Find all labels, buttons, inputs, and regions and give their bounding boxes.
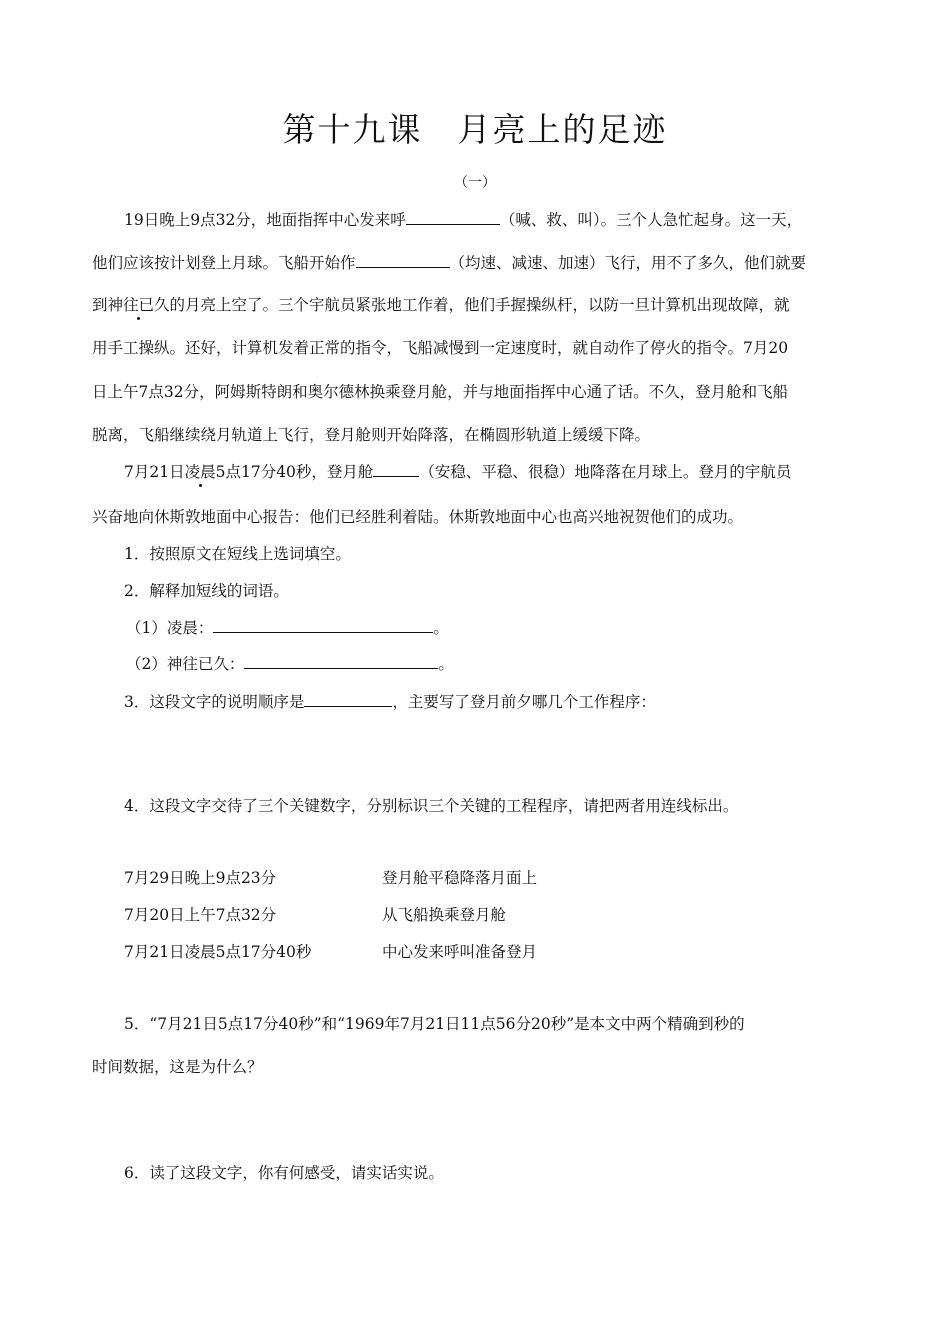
passage-text: 19日晚上9点32分，地面指挥中心发来呼 xyxy=(124,211,406,229)
question-2: 2．解释加短线的词语。 xyxy=(124,582,289,600)
passage-text: 的月亮上空了。三个宇航员紧张地工作着，他们手握操纵杆，以防一旦计算机出现故障，就 xyxy=(169,296,790,314)
answer-blank-order[interactable] xyxy=(304,692,392,707)
match-right-1[interactable]: 登月舱平稳降落月面上 xyxy=(382,869,538,887)
passage-text: （均速、减速、加速）飞行，用不了多久，他们就要 xyxy=(449,254,807,272)
question-2-item-2 xyxy=(126,652,454,674)
passage-text: （安稳、平稳、很稳）地降落在月球上。登月的宇航员 xyxy=(419,463,792,481)
question-3 xyxy=(124,690,656,712)
match-right-2[interactable]: 从飞船换乘登月舱 xyxy=(382,906,507,924)
passage-text: （喊、救、叫）。三个人急忙起身。这一天， xyxy=(499,211,803,229)
question-5: 5．“7月21日5点17分40秒”和“1969年7月21日11点56分20秒”是本文中两个精确到秒的 xyxy=(124,1015,745,1033)
punct: 。 xyxy=(433,619,449,637)
question-text: ，主要写了登月前夕哪几个工作程序： xyxy=(392,693,656,711)
passage-text: 5点17分40秒，登月舱 xyxy=(215,463,374,481)
passage-line: 兴奋地向休斯敦地面中心报告：他们已经胜利着陆。休斯敦地面中心也高兴地祝贺他们的成功。 xyxy=(92,508,744,526)
answer-blank-shenwang[interactable] xyxy=(244,654,438,669)
passage-line: 日上午7点32分，阿姆斯特朗和奥尔德林换乘登月舱，并与地面指挥中心通了话。不久，登月舱和飞船 xyxy=(92,383,789,401)
passage-text: 他们应该按计划登上月球。飞船开始作 xyxy=(92,254,356,272)
passage-line xyxy=(124,208,802,230)
question-text: 3．这段文字的说明顺序是 xyxy=(124,693,305,711)
match-left-1[interactable]: 7月29日晚上9点23分 xyxy=(124,869,277,887)
passage-line xyxy=(92,251,806,273)
punct: 。 xyxy=(438,655,454,673)
question-4: 4．这段文字交待了三个关键数字，分别标识三个关键的工程程序，请把两者用连线标出。 xyxy=(124,797,739,815)
term-label: （2）神往已久： xyxy=(126,655,245,673)
fill-blank-2[interactable] xyxy=(356,253,450,268)
page-title: 第十九课 月亮上的足迹 xyxy=(282,110,668,149)
passage-line xyxy=(124,460,791,482)
question-5-cont: 时间数据，这是为什么？ xyxy=(92,1058,263,1076)
question-1: 1．按照原文在短线上选词填空。 xyxy=(124,545,351,563)
match-right-3[interactable]: 中心发来呼叫准备登月 xyxy=(382,943,538,961)
match-left-3[interactable]: 7月21日凌晨5点17分40秒 xyxy=(124,943,312,961)
question-6: 6．读了这段文字，你有何感受，请实话实说。 xyxy=(124,1164,444,1182)
question-2-item-1 xyxy=(126,616,449,638)
fill-blank-1[interactable] xyxy=(406,210,500,225)
passage-line: 用手工操纵。还好，计算机发着正常的指令，飞船减慢到一定速度时，就自动作了停火的指令。7月20 xyxy=(92,339,789,357)
passage-text: 7月21日 xyxy=(124,463,185,481)
dotted-term-lingchen: 凌晨 xyxy=(184,463,216,481)
dotted-term-shenwang: 神往已久 xyxy=(107,296,170,314)
passage-line xyxy=(92,293,790,315)
answer-blank-lingchen[interactable] xyxy=(213,618,433,633)
passage-line: 脱离，飞船继续绕月轨道上飞行，登月舱则开始降落，在椭圆形轨道上缓缓下降。 xyxy=(92,426,651,444)
section-number: （一） xyxy=(454,175,496,191)
term-label: （1）凌晨： xyxy=(126,619,214,637)
passage-text: 到 xyxy=(92,296,108,314)
match-left-2[interactable]: 7月20日上午7点32分 xyxy=(124,906,277,924)
fill-blank-3[interactable] xyxy=(373,462,419,477)
